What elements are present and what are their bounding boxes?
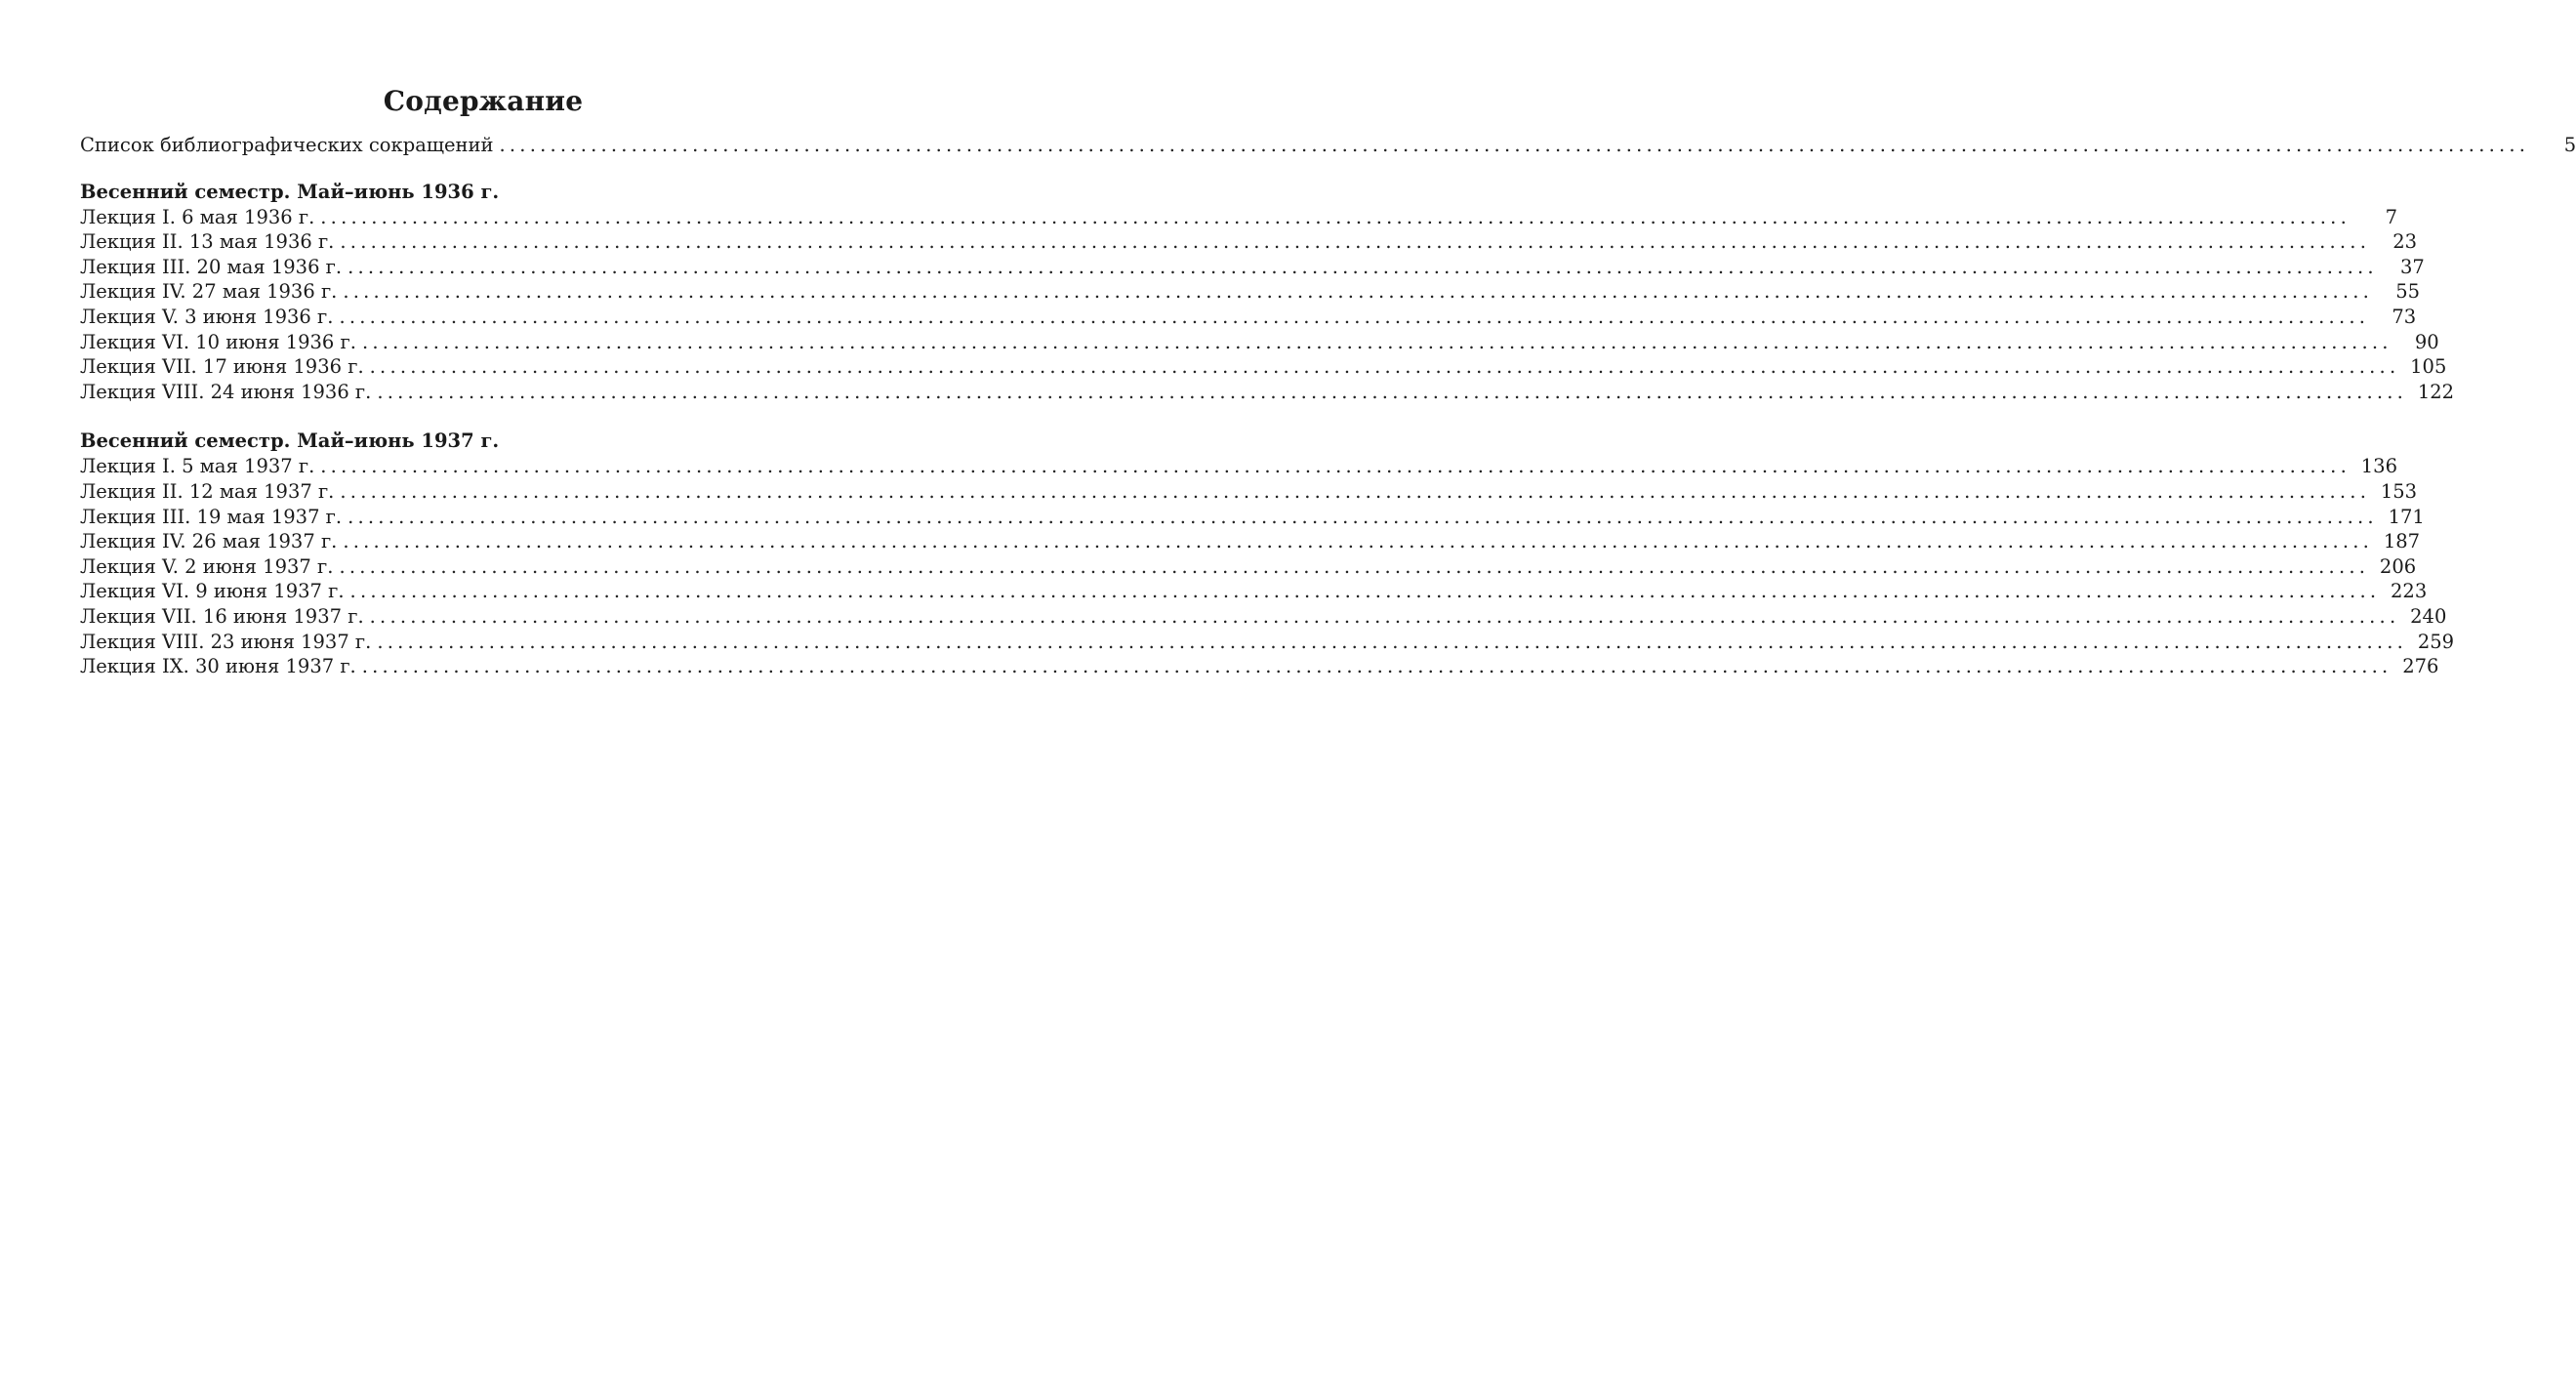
dot-leader: ........................................................................................................................................................................................................ (499, 134, 2530, 156)
dot-leader: ........................................................................................................................................................................................................ (377, 630, 2408, 653)
toc-entry-page: 5 (2563, 134, 2576, 156)
page-title: Содержание (383, 85, 584, 117)
toc-entry[interactable] (80, 630, 2455, 655)
toc-entry[interactable] (80, 505, 2425, 530)
toc-entry-page: 73 (2392, 305, 2417, 328)
toc-entry-page: 153 (2380, 479, 2418, 503)
toc-entry-label: Лекция I. 5 мая 1937 г. (80, 455, 315, 478)
toc-entry[interactable] (80, 579, 2428, 604)
toc-entry-page: 37 (2399, 255, 2425, 278)
toc-entry-label: Лекция IX. 30 июня 1937 г. (80, 655, 356, 678)
dot-leader: ........................................................................................................................................................................................................ (343, 280, 2374, 304)
toc-entry[interactable] (80, 330, 2439, 355)
toc-section-1936 (80, 180, 2455, 405)
dot-leader: ........................................................................................................................................................................................................ (369, 355, 2400, 379)
toc-entry-page: 136 (2360, 455, 2397, 478)
toc-entry[interactable] (80, 305, 2417, 330)
toc-entry-label: Лекция V. 2 июня 1937 г. (80, 554, 334, 578)
dot-leader: ........................................................................................................................................................................................................ (361, 655, 2392, 678)
toc-entry-label: Лекция VIII. 24 июня 1936 г. (80, 380, 372, 403)
toc-entry-label: Лекция II. 13 мая 1936 г. (80, 230, 335, 254)
toc-entry-label: Лекция I. 6 мая 1936 г. (80, 205, 315, 228)
dot-leader: ........................................................................................................................................................................................................ (340, 479, 2371, 503)
toc-entry-label: Лекция VII. 16 июня 1937 г. (80, 604, 364, 628)
toc-entry-label: Лекция VI. 10 июня 1936 г. (80, 330, 356, 353)
dot-leader: ........................................................................................................................................................................................................ (339, 305, 2370, 328)
dot-leader: ........................................................................................................................................................................................................ (340, 230, 2371, 254)
table-of-contents (80, 84, 2576, 679)
toc-entry[interactable] (80, 380, 2455, 405)
section-heading: Весенний семестр. Май–июнь 1936 г. (80, 180, 500, 203)
toc-entry[interactable] (80, 454, 2397, 479)
toc-entry[interactable] (80, 554, 2417, 580)
toc-entry-page: 187 (2383, 530, 2421, 553)
toc-entry-label: Лекция III. 20 мая 1936 г. (80, 255, 343, 278)
toc-entry-label: Лекция III. 19 мая 1937 г. (80, 505, 343, 528)
dot-leader: ........................................................................................................................................................................................................ (343, 530, 2374, 553)
toc-entry[interactable] (80, 654, 2439, 679)
toc-entry-label: Лекция VI. 9 июня 1937 г. (80, 580, 345, 603)
dot-leader: ........................................................................................................................................................................................................ (377, 380, 2408, 403)
dot-leader: ........................................................................................................................................................................................................ (369, 604, 2400, 628)
toc-entry-page: 7 (2385, 205, 2397, 228)
toc-entry-label: Лекция IV. 26 мая 1937 г. (80, 530, 338, 553)
toc-entry[interactable] (80, 529, 2421, 554)
toc-entry[interactable] (80, 479, 2418, 505)
toc-entry-page: 122 (2417, 380, 2455, 403)
toc-entry-page: 206 (2379, 554, 2417, 578)
toc-entry[interactable] (80, 604, 2447, 630)
toc-entry-page: 171 (2388, 505, 2425, 528)
dot-leader: ........................................................................................................................................................................................................ (320, 205, 2351, 228)
toc-entry-page: 55 (2395, 280, 2421, 304)
toc-entry-page: 259 (2417, 630, 2455, 653)
toc-entry-page: 223 (2391, 580, 2428, 603)
dot-leader: ........................................................................................................................................................................................................ (320, 455, 2351, 478)
toc-entry[interactable] (80, 205, 2397, 230)
section-heading: Весенний семестр. Май–июнь 1937 г. (80, 429, 500, 453)
toc-entry-label: Список библиографических сокращений (80, 134, 494, 156)
toc-entry-page: 276 (2402, 655, 2439, 678)
toc-entry-label: Лекция IV. 27 мая 1936 г. (80, 280, 338, 304)
dot-leader: ........................................................................................................................................................................................................ (349, 580, 2381, 603)
toc-entry[interactable] (80, 354, 2447, 380)
toc-entry-label: Лекция II. 12 мая 1937 г. (80, 479, 335, 503)
toc-entry-label: Лекция VII. 17 июня 1936 г. (80, 355, 364, 379)
dot-leader: ........................................................................................................................................................................................................ (361, 330, 2392, 353)
toc-entry-label: Лекция VIII. 23 июня 1937 г. (80, 630, 372, 653)
dot-leader: ........................................................................................................................................................................................................ (339, 554, 2370, 578)
toc-entry-page: 90 (2414, 330, 2439, 353)
toc-entry[interactable] (80, 255, 2425, 280)
toc-entry-page: 240 (2410, 604, 2447, 628)
toc-entry[interactable] (80, 279, 2421, 305)
toc-entry-page: 105 (2410, 355, 2447, 379)
toc-entry-abbreviations[interactable] (80, 133, 2576, 158)
toc-entry-page: 23 (2392, 230, 2418, 254)
dot-leader: ........................................................................................................................................................................................................ (348, 505, 2378, 528)
toc-section-1937 (80, 429, 2455, 678)
toc-entry-label: Лекция V. 3 июня 1936 г. (80, 305, 334, 328)
toc-entry[interactable] (80, 229, 2418, 255)
dot-leader: ........................................................................................................................................................................................................ (348, 255, 2378, 278)
